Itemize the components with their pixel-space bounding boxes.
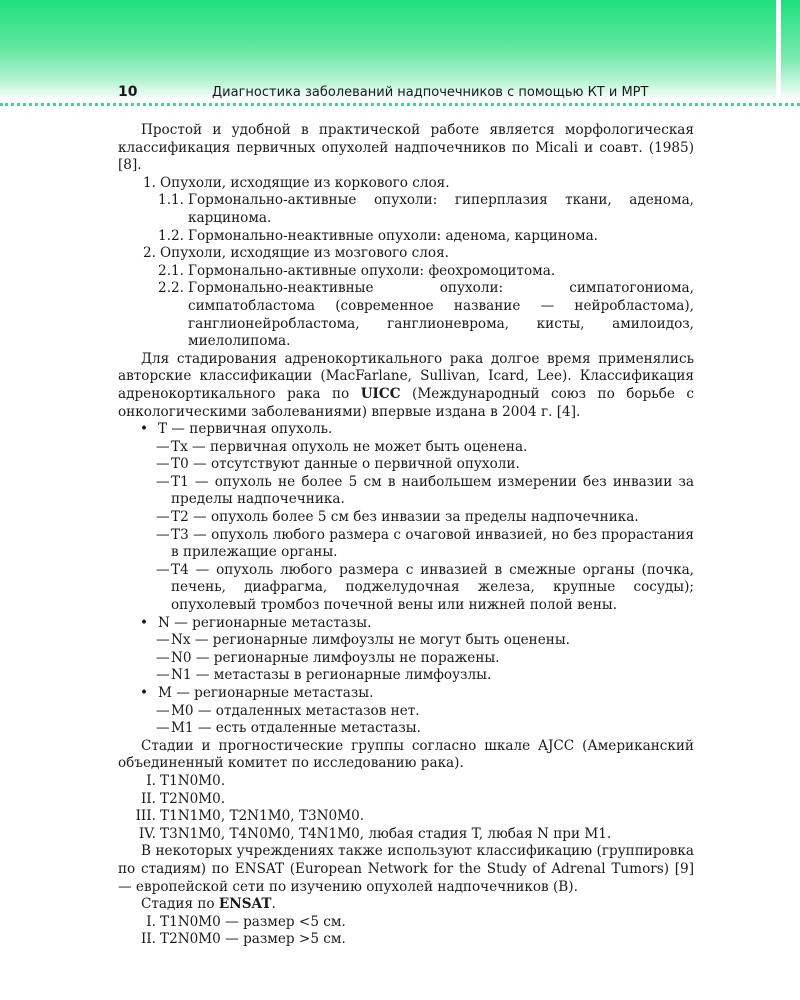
ensat-stage-list xyxy=(118,914,694,949)
stage-marker: II. xyxy=(140,790,156,807)
list-item-text: Гормонально-неактивные опухоли: аденома, карцинома. xyxy=(188,227,598,244)
tnm-classification-list xyxy=(118,421,694,738)
dash-marker: — xyxy=(156,649,170,666)
dash-text: T1 — опухоль не более 5 см в наибольшем измерении без инвазии за пределы надпочечника. xyxy=(171,473,694,508)
list-marker: 1.2. xyxy=(158,227,184,244)
stage-text: T1N0M0 — размер <5 см. xyxy=(160,913,346,930)
stage-marker: I. xyxy=(146,772,156,789)
stage-item xyxy=(118,826,694,844)
running-head-title: Диагностика заболеваний надпочечников с помощью КТ и МРТ xyxy=(212,85,649,100)
bullet-text: N — регионарные метастазы. xyxy=(158,614,372,631)
bullet-marker: • xyxy=(140,421,149,438)
stage-text: T3N1M0, T4N0M0, T4N1M0, любая стадия T, любая N при M1. xyxy=(160,825,612,842)
stage-marker: II. xyxy=(140,931,156,948)
dash-marker: — xyxy=(156,720,170,737)
dash-text: Tx — первичная опухоль не может быть оценена. xyxy=(171,438,528,455)
dash-text: N0 — регионарные лимфоузлы не поражены. xyxy=(171,649,500,666)
list-item-text: Гормонально-неактивные опухоли: симпатогониома, симпатобластома (современное название — нейробластома), ганглионейробластома, ганглионеврома, кисты, амилоидоз, миелолипома. xyxy=(188,280,694,350)
page-number: 10 xyxy=(118,84,138,100)
dash-item xyxy=(118,456,694,474)
dash-marker: — xyxy=(156,561,170,578)
stage-marker: IV. xyxy=(138,825,156,842)
header-side-strip xyxy=(781,0,800,100)
stage-item xyxy=(118,791,694,809)
bullet-marker: • xyxy=(140,685,149,701)
staging-paragraph xyxy=(118,351,694,421)
list-item-text: Гормонально-активные опухоли: феохромоцитома. xyxy=(188,262,556,279)
dash-item xyxy=(118,650,694,668)
dash-marker: — xyxy=(156,456,170,473)
ensat-paragraph: В некоторых учреждениях также используют классификацию (группировка по стадиям) по ENSAT (European Network for the Study of Adrenal Tumors) [9] — европейской сети по изучению опухолей надпочечников (B). xyxy=(118,843,694,895)
dash-item xyxy=(118,703,694,721)
ensat-label xyxy=(118,896,694,914)
dash-item xyxy=(118,527,694,562)
stage-text: T1N0M0. xyxy=(160,772,226,789)
stage-text: T2N0M0 — размер >5 см. xyxy=(160,931,346,948)
dash-item xyxy=(118,667,694,685)
bullet-text: T — первичная опухоль. xyxy=(158,421,333,438)
ensat-label-end: . xyxy=(271,896,276,913)
stage-item xyxy=(118,914,694,932)
dotted-divider xyxy=(0,103,800,106)
dash-item xyxy=(118,439,694,457)
dash-marker: — xyxy=(156,473,170,490)
dash-text: T0 — отсутствуют данные о первичной опухоли. xyxy=(171,456,520,473)
list-item-text: Гормонально-активные опухоли: гиперплазия ткани, аденома, карцинома. xyxy=(188,192,694,226)
dash-marker: — xyxy=(156,526,170,543)
ajcc-paragraph: Стадии и прогностические группы согласно шкале AJCC (Американский объединенный комитет по исследованию рака). xyxy=(118,737,694,772)
dash-text: M1 — есть отдаленные метастазы. xyxy=(171,720,421,737)
list-item xyxy=(118,245,694,263)
stage-item xyxy=(118,773,694,791)
list-item xyxy=(118,263,694,281)
bullet-item-n xyxy=(118,615,694,633)
stage-text: T2N0M0. xyxy=(160,790,226,807)
list-item-text: Опухоли, исходящие из коркового слоя. xyxy=(160,174,450,191)
list-item xyxy=(118,192,694,227)
bullet-text: M — регионарные метастазы. xyxy=(158,685,374,701)
dash-text: T4 — опухоль любого размера с инвазией в смежные органы (почка, печень, диафрагма, поджелудочная железа, крупные сосуды); опухолевый тромбоз почечной вены или нижней полой вены. xyxy=(171,561,694,614)
list-marker: 1.1. xyxy=(158,192,184,209)
ensat-bold: ENSAT xyxy=(218,896,272,913)
list-item-text: Опухоли, исходящие из мозгового слоя. xyxy=(160,245,449,262)
dash-text: T3 — опухоль любого размера с очаговой инвазией, но без прорастания в прилежащие органы. xyxy=(171,526,694,561)
stage-item xyxy=(118,808,694,826)
list-item xyxy=(118,228,694,246)
staging-text-before: Для стадирования адренокортикального рака долгое время применялись авторские классификации (MacFarlane, Sullivan, Icard, Lee). Классификация адренокортикального рака по xyxy=(118,350,694,402)
dash-item xyxy=(118,562,694,615)
list-item xyxy=(118,175,694,193)
micali-classification-list xyxy=(118,175,694,351)
ensat-label-text: Стадия по xyxy=(141,896,219,913)
list-item xyxy=(118,280,694,350)
dash-item xyxy=(118,632,694,650)
stage-item xyxy=(118,931,694,949)
uicc-bold: UICC xyxy=(360,385,401,402)
dash-item xyxy=(118,474,694,509)
dash-marker: — xyxy=(156,632,170,649)
intro-paragraph: Простой и удобной в практической работе является морфологическая классификация первичных опухолей надпочечников по Micali и соавт. (1985) [8]. xyxy=(118,122,694,174)
list-marker: 2. xyxy=(143,245,156,262)
list-marker: 2.1. xyxy=(158,262,184,279)
dash-text: Nx — регионарные лимфоузлы не могут быть оценены. xyxy=(171,632,570,649)
bullet-item-m xyxy=(118,685,694,703)
bullet-marker: • xyxy=(140,614,149,631)
stage-text: T1N1M0, T2N1M0, T3N0M0. xyxy=(160,808,365,825)
dash-marker: — xyxy=(156,438,170,455)
ajcc-stage-list xyxy=(118,773,694,843)
dash-text: M0 — отдаленных метастазов нет. xyxy=(171,702,420,719)
dash-marker: — xyxy=(156,509,170,526)
list-marker: 1. xyxy=(143,174,156,191)
dash-text: N1 — метастазы в регионарные лимфоузлы. xyxy=(171,667,492,684)
page-body xyxy=(118,122,694,949)
dash-marker: — xyxy=(156,667,170,684)
dash-item xyxy=(118,720,694,738)
dash-text: T2 — опухоль более 5 см без инвазии за пределы надпочечника. xyxy=(171,509,639,526)
list-marker: 2.2. xyxy=(158,280,184,297)
staging-text-after: (Международный союз по борьбе с онкологическими заболеваниями) впервые издана в 2004 г. [4]. xyxy=(118,385,694,420)
dash-item xyxy=(118,509,694,527)
stage-marker: III. xyxy=(135,808,156,825)
stage-marker: I. xyxy=(146,913,156,930)
bullet-item-t xyxy=(118,421,694,439)
dash-marker: — xyxy=(156,702,170,719)
